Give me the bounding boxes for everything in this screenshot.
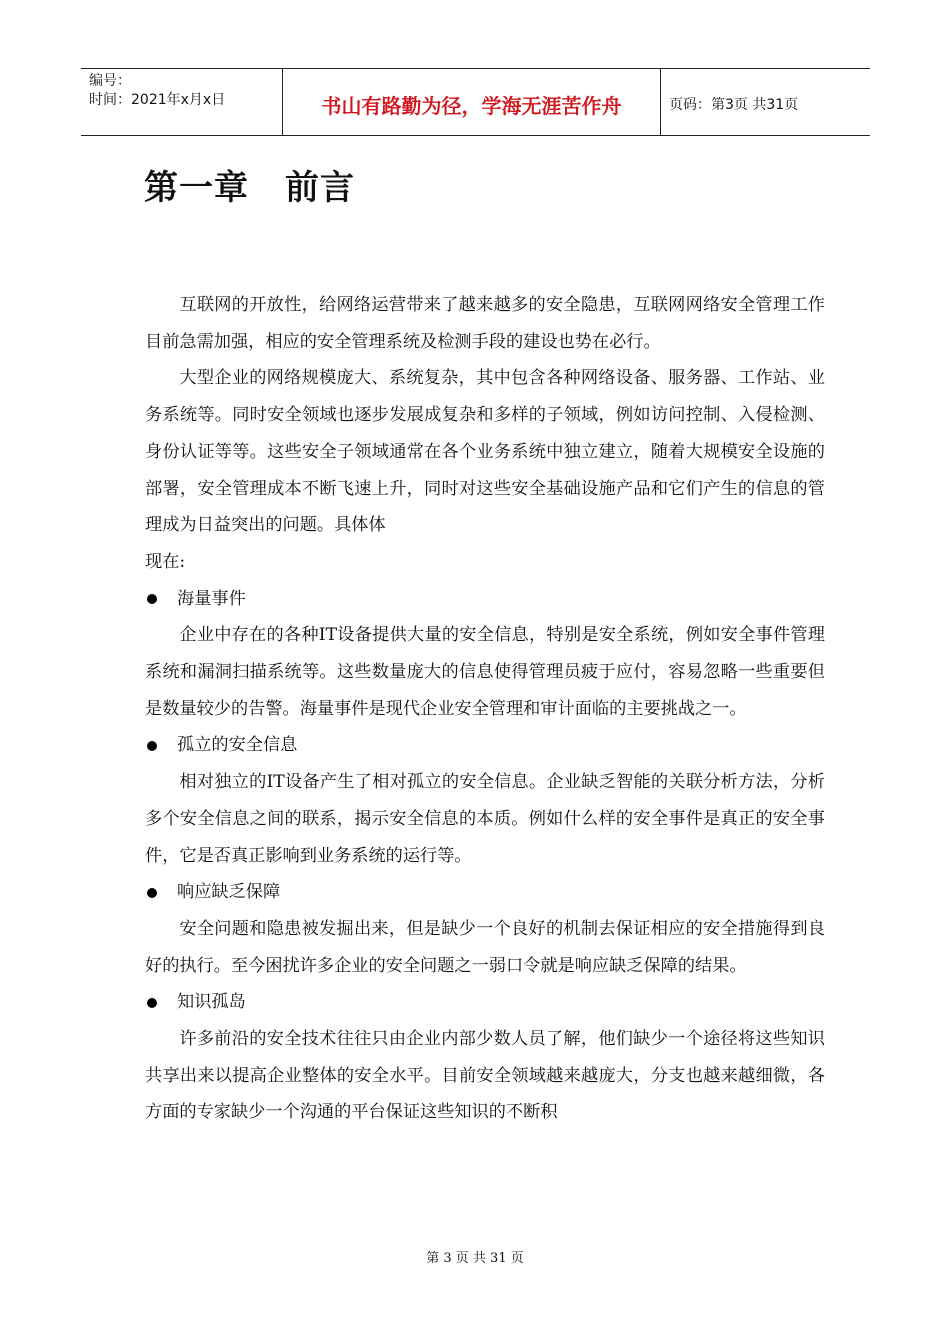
document-body	[145, 287, 825, 1131]
chapter-name: 前言	[285, 168, 355, 208]
bullet-title: 响应缺乏保障	[177, 882, 281, 903]
code-label: 编号：	[89, 73, 131, 89]
bullet-title: 知识孤岛	[177, 992, 246, 1013]
bullet-item	[145, 581, 825, 618]
bullet-item	[145, 727, 825, 764]
header-table	[81, 68, 870, 136]
page-footer: 第 3 页 共 31 页	[426, 1251, 524, 1266]
bullet-icon	[147, 594, 157, 604]
intro-paragraph-1: 互联网的开放性，给网络运营带来了越来越多的安全隐患，互联网网络安全管理工作目前急需加强，相应的安全管理系统及检测手段的建设也势在必行。	[145, 295, 825, 352]
bullet-title: 海量事件	[177, 588, 246, 609]
header-left-cell	[81, 69, 283, 135]
bullet-paragraph: 许多前沿的安全技术往往只由企业内部少数人员了解，他们缺少一个途径将这些知识共享出来以提高企业整体的安全水平。目前安全领域越来越庞大，分支也越来越细微，各方面的专家缺少一个沟通的平台保证这些知识的不断积	[145, 1029, 825, 1123]
intro-paragraph-2-tail: 现在:	[145, 551, 186, 572]
bullet-item	[145, 984, 825, 1021]
bullet-icon	[147, 888, 157, 898]
bullet-icon	[147, 998, 157, 1008]
date-label: 时间：2021年x月x日	[89, 92, 226, 108]
chapter-title	[144, 160, 355, 209]
bullet-icon	[147, 741, 157, 751]
bullet-paragraph: 相对独立的IT设备产生了相对孤立的安全信息。企业缺乏智能的关联分析方法，分析多个安全信息之间的联系，揭示安全信息的本质。例如什么样的安全事件是真正的安全事件，它是否真正影响到业务系统的运行等。	[145, 772, 825, 866]
bullet-paragraph: 企业中存在的各种IT设备提供大量的安全信息，特别是安全系统，例如安全事件管理系统和漏洞扫描系统等。这些数量庞大的信息使得管理员疲于应付，容易忽略一些重要但是数量较少的告警。海量事件是现代企业安全管理和审计面临的主要挑战之一。	[145, 625, 825, 719]
header-motto: 书山有路勤为径，学海无涯苦作舟	[283, 69, 661, 135]
header-page-label: 页码：第3页 共31页	[669, 97, 799, 113]
bullet-title: 孤立的安全信息	[177, 735, 298, 756]
bullet-item	[145, 874, 825, 911]
chapter-number: 第一章	[144, 168, 249, 208]
intro-paragraph-2: 大型企业的网络规模庞大、系统复杂，其中包含各种网络设备、服务器、工作站、业务系统等。同时安全领域也逐步发展成复杂和多样的子领域，例如访问控制、入侵检测、身份认证等等。这些安全子领域通常在各个业务系统中独立建立，随着大规模安全设施的部署，安全管理成本不断飞速上升，同时对这些安全基础设施产品和它们产生的信息的管理成为日益突出的问题。具体体	[145, 368, 825, 536]
bullet-paragraph: 安全问题和隐患被发掘出来，但是缺少一个良好的机制去保证相应的安全措施得到良好的执行。至今困扰许多企业的安全问题之一弱口令就是响应缺乏保障的结果。	[145, 918, 825, 976]
